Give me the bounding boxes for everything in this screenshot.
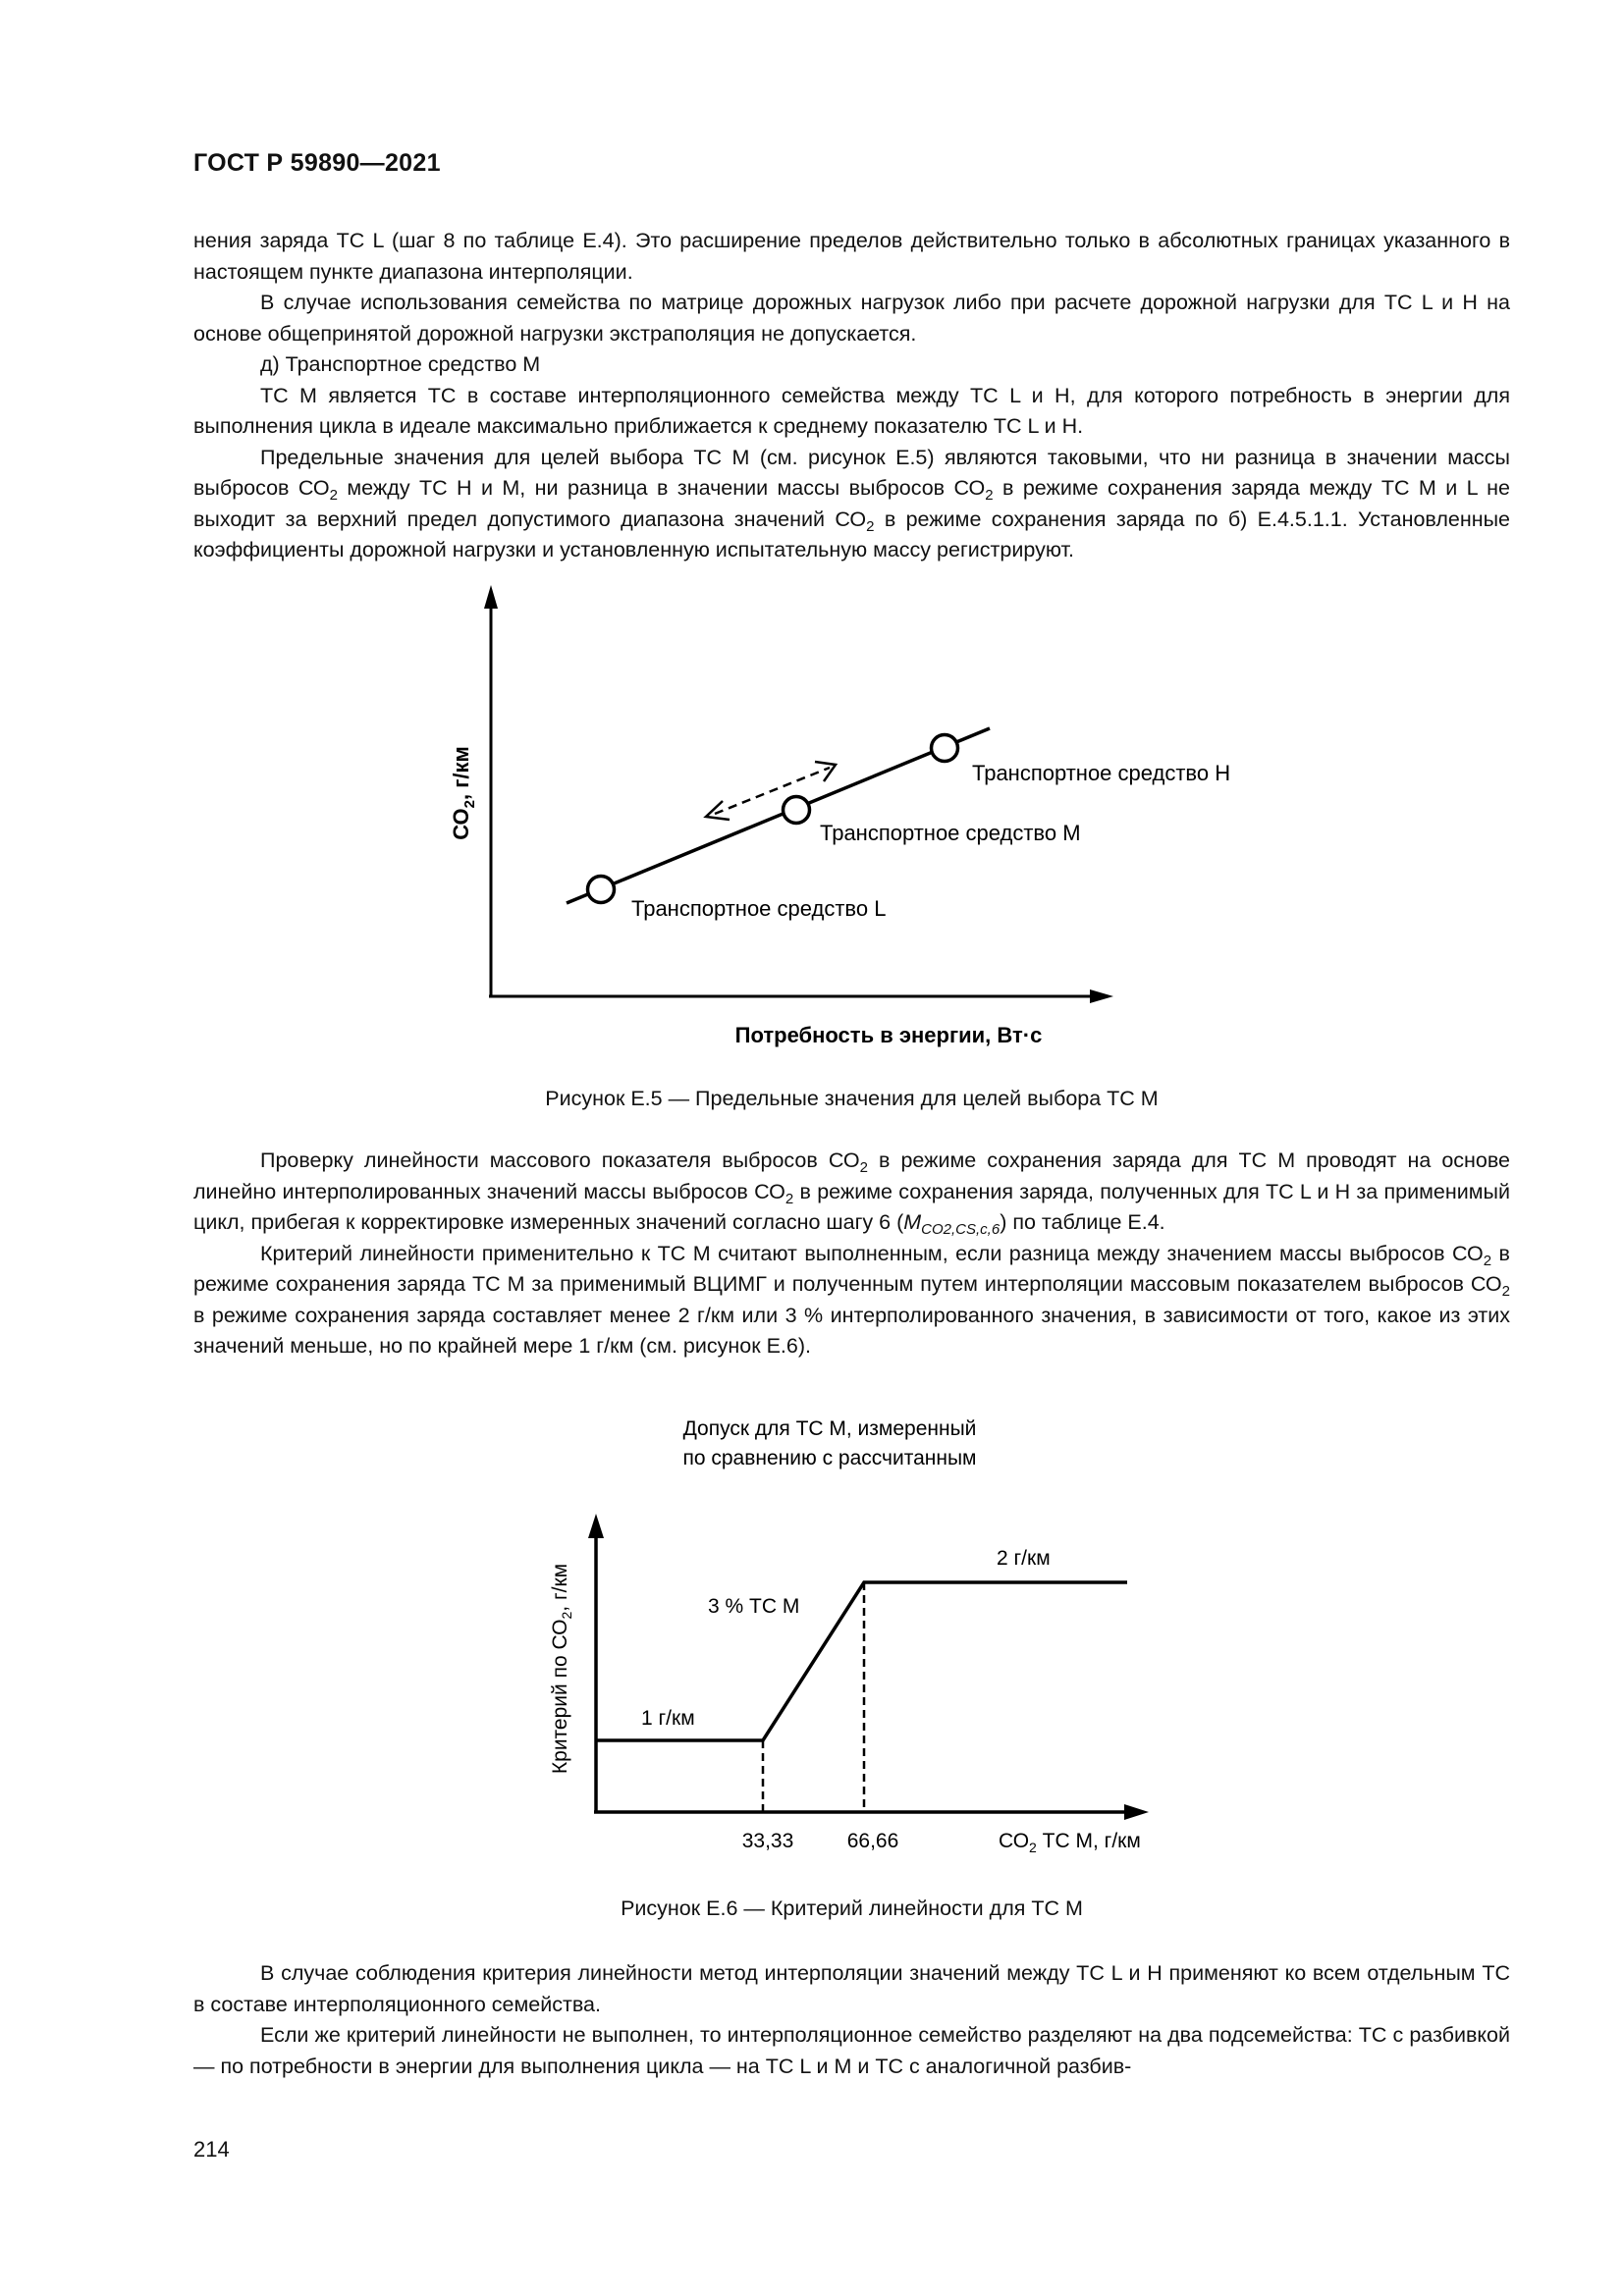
paragraph-linearity-criterion: Критерий линейности применительно к ТС М считают выполненным, если разница между значением массы выбросов $СО_2$ в режиме сохранения заряда ТС М за применимый ВЦИМГ и полученным путем интерполяции массовым показателем выбросов $СО_2$ в режиме сохранения заряда составляет менее 2 г/км или 3 % интерполированного значения, в зависимости от того, какое из этих значений меньше, но по крайней мере 1 г/км (см. рисунок Е.6). <box>193 1241 1510 1358</box>
fig5-y-label: $СО_2$, г/км <box>449 746 478 840</box>
fig5-point-l <box>588 877 615 903</box>
document-header: ГОСТ Р 59890—2021 <box>193 149 441 177</box>
fig5-x-label: Потребность в энергии, Вт·с <box>734 1023 1043 1047</box>
figure-e6-caption: Рисунок Е.6 — Критерий линейности для ТС М <box>621 1896 1083 1920</box>
text-block-middle <box>193 1146 1510 1362</box>
fig6-title-line1: Допуск для ТС М, измеренный <box>682 1417 977 1440</box>
fig5-label-vehicle-h: Транспортное средство Н <box>972 761 1231 785</box>
text-block-bottom <box>193 1958 1510 2082</box>
fig5-label-vehicle-l: Транспортное средство L <box>631 896 887 921</box>
paragraph-criterion-not-met: Если же критерий линейности не выполнен, то интерполяционное семейство разделяют на два подсемейства: ТС с разбивкой — по потребности в энергии для выполнения цикла — на ТС L и М и ТС с аналогичной разбив- <box>193 2023 1510 2078</box>
fig6-title-line2: по сравнению с рассчитанным <box>682 1447 977 1469</box>
fig6-tick-33: 33,33 <box>741 1830 794 1852</box>
fig6-x-arrow <box>1124 1804 1149 1820</box>
fig6-label-2: 2 г/км <box>997 1547 1051 1570</box>
fig5-series-line <box>567 728 990 903</box>
page-number: 214 <box>193 2137 230 2162</box>
paragraph-continuation: нения заряда ТС L (шаг 8 по таблице Е.4). Это расширение пределов действительно только в абсолютных границах указанного в настоящем пункте диапазона интерполяции. <box>193 229 1510 284</box>
paragraph-item-d: д) Транспортное средство М <box>260 352 541 376</box>
paragraph-limits: Предельные значения для целей выбора ТС М (см. рисунок Е.5) являются таковыми, что ни разница в значении массы выбросов $СО_2$ между ТС Н и М, ни разница в значении массы выбросов $СО_2$ в режиме сохранения заряда между ТС М и L не выходит за верхний предел допустимого диапазона значений $СО_2$ в режиме сохранения заряда по б) Е.4.5.1.1. Установленные коэффициенты дорожной нагрузки и установленную испытательную массу регистрируют. <box>193 445 1510 561</box>
fig5-y-arrow <box>484 585 498 609</box>
fig6-label-1: 1 г/км <box>641 1707 695 1730</box>
fig6-label-3: 3 % ТС М <box>708 1595 800 1618</box>
fig5-dashed-arrow <box>715 768 830 814</box>
paragraph-extrapolation: В случае использования семейства по матрице дорожных нагрузок либо при расчете дорожной нагрузки для ТС L и Н на основе общепринятой дорожной нагрузки экстраполяция не допускается. <box>193 291 1510 346</box>
fig5-dashed-arrowhead-left <box>706 801 730 820</box>
figure-e5-chart <box>0 0 1623 1060</box>
fig6-y-arrow <box>588 1514 604 1538</box>
fig5-x-arrow <box>1090 989 1113 1003</box>
fig6-x-label: $СО_2$ ТС М, г/км <box>999 1830 1141 1855</box>
fig6-y-label: Критерий по $СО_2$, г/км <box>549 1563 574 1775</box>
paragraph-linearity-check: Проверку линейности массового показателя выбросов $СО_2$ в режиме сохранения заряда для ТС М проводят на основе линейно интерполированных значений массы выбросов $СО_2$ в режиме сохранения заряда, полученных для ТС L и Н за применимый цикл, прибегая к корректировке измеренных значений согласно шагу 6 $(M_{CO2,CS,c,6})$ по таблице Е.4. <box>193 1148 1510 1238</box>
fig5-label-vehicle-m: Транспортное средство М <box>820 821 1081 845</box>
fig5-point-m <box>784 797 810 824</box>
paragraph-vehicle-m: ТС М является ТС в составе интерполяционного семейства между ТС L и Н, для которого потребность в энергии для выполнения цикла в идеале максимально приближается к среднему показателю ТС L и Н. <box>193 383 1510 438</box>
fig6-tick-66: 66,66 <box>846 1830 899 1852</box>
fig5-point-h <box>932 735 958 762</box>
figure-e6-chart <box>0 1394 1623 1885</box>
figure-e5-caption: Рисунок Е.5 — Предельные значения для целей выбора ТС М <box>545 1087 1159 1110</box>
paragraph-criterion-met: В случае соблюдения критерия линейности метод интерполяции значений между ТС L и Н применяют ко всем отдельным ТС в составе интерполяционного семейства. <box>193 1961 1510 2016</box>
